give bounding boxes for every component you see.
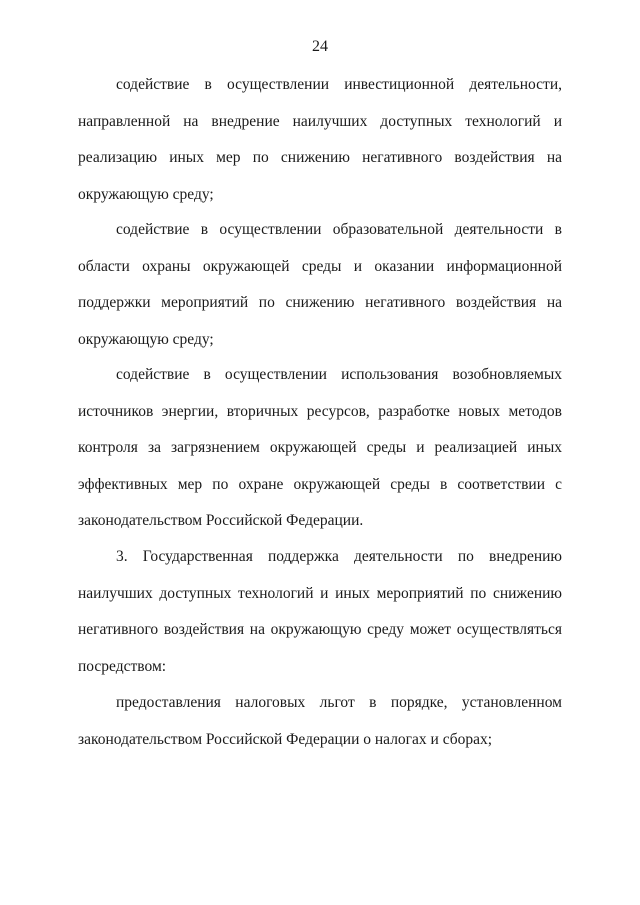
paragraph-text: содействие в осуществлении инвестиционной деятельности, направленной на внедрение наилучших доступных технологий и реализацию иных мер по снижению негативного воздействия на окружающую среду; [78,76,562,203]
paragraph-education-support [78,212,562,358]
paragraph-investment-support [78,67,562,213]
paragraph-text: содействие в осуществлении использования возобновляемых источников энергии, вторичных ресурсов, разработке новых методов контроля за загрязнением окружающей среды и реализацией иных эффективных мер по охране окружающей среды в соответствии с законодательством Российской Федерации. [78,366,562,529]
paragraph-text: предоставления налоговых льгот в порядке, установленном законодательством Российской Федерации о налогах и сборах; [78,694,562,748]
paragraph-renewable-energy-support [78,357,562,540]
paragraph-text: содействие в осуществлении образовательной деятельности в области охраны окружающей среды и оказании информационной поддержки мероприятий по снижению негативного воздействия на окружающую среду; [78,221,562,348]
page-number: 24 [312,38,328,55]
paragraph-text: 3. Государственная поддержка деятельности по внедрению наилучших доступных технологий и иных мероприятий по снижению негативного воздействия на окружающую среду может осуществляться посредством: [78,548,562,675]
paragraph-state-support [78,539,562,685]
paragraph-tax-benefits [78,685,562,758]
